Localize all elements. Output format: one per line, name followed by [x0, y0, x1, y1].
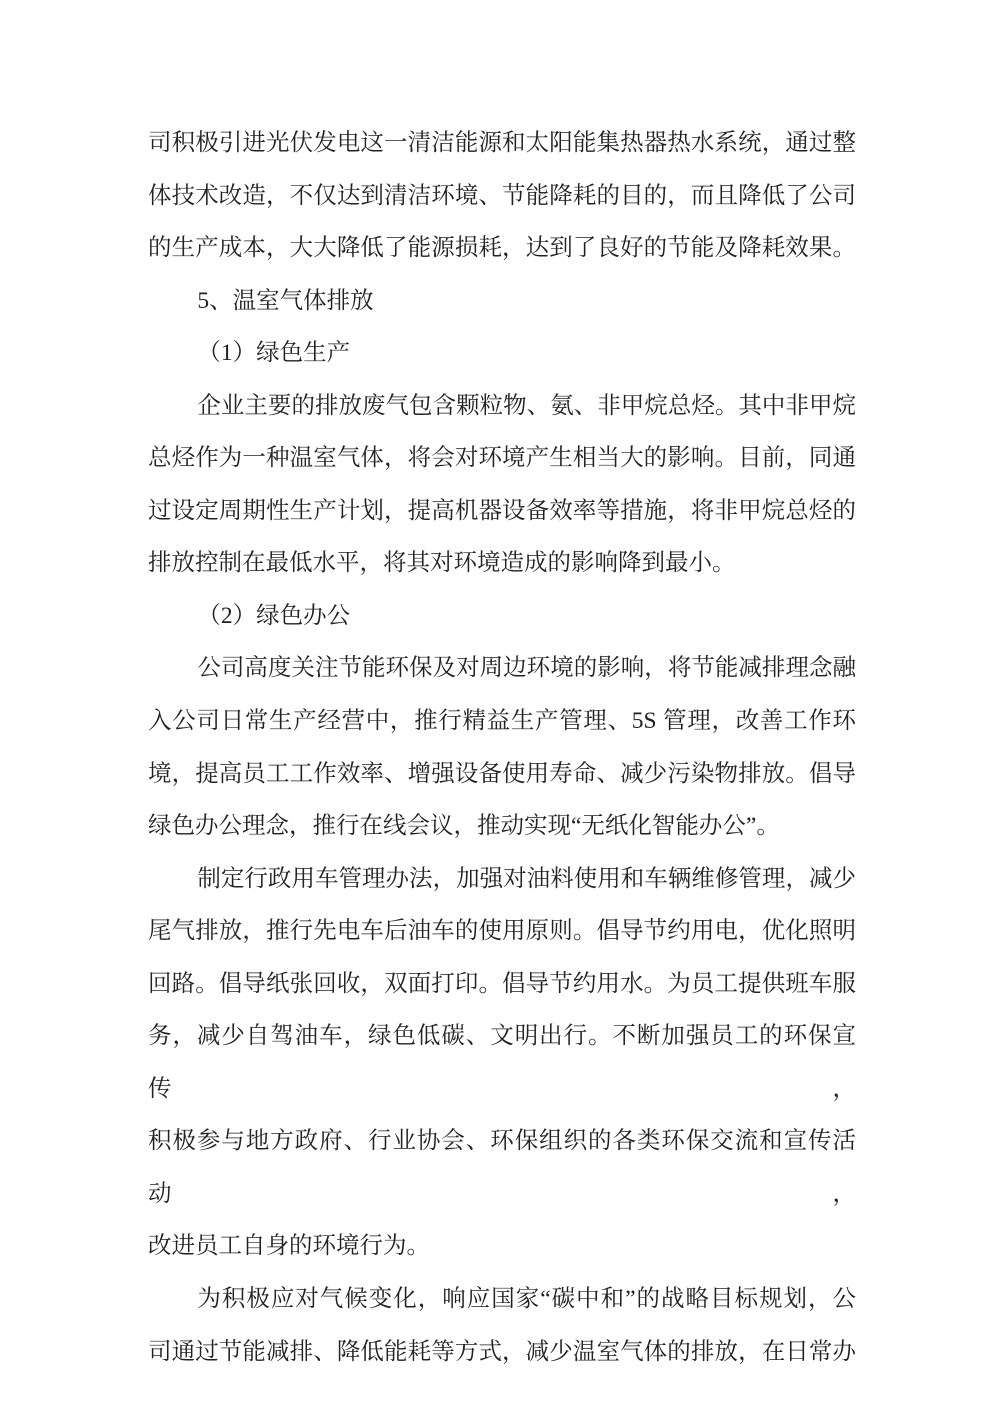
text-line: 为积极应对气候变化，响应国家“碳中和”的战略目标规划，公	[197, 1286, 856, 1313]
text-line: 公司高度关注节能环保及对周边环境的影响，将节能减排理念融	[197, 655, 856, 682]
document-text-block	[148, 117, 856, 1378]
text-line: 绿色办公理念，推行在线会议，推动实现“无纸化智能办公”。	[148, 813, 780, 840]
text-line: 务，减少自驾油车，绿色低碳、文明出行。不断加强员工的环保宣传，	[148, 1023, 856, 1102]
text-line: 过设定周期性生产计划，提高机器设备效率等措施，将非甲烷总烃的	[148, 497, 856, 524]
text-line: 司通过节能减排、降低能耗等方式，减少温室气体的排放，在日常办	[148, 1338, 856, 1365]
text-line: 总烃作为一种温室气体，将会对环境产生相当大的影响。目前，同通	[148, 445, 856, 472]
text-line: 企业主要的排放废气包含颗粒物、氨、非甲烷总烃。其中非甲烷	[197, 392, 856, 419]
text-line: 体技术改造，不仅达到清洁环境、节能降耗的目的，而且降低了公司	[148, 182, 856, 209]
heading-line: （2）绿色办公	[197, 602, 351, 629]
text-line: 的生产成本，大大降低了能源损耗，达到了良好的节能及降耗效果。	[148, 235, 856, 262]
text-line: 司积极引进光伏发电这一清洁能源和太阳能集热器热水系统，通过整	[148, 130, 856, 156]
text-line: 尾气排放，推行先电车后油车的使用原则。倡导节约用电，优化照明	[148, 918, 856, 945]
text-line: 排放控制在最低水平，将其对环境造成的影响降到最小。	[148, 550, 736, 577]
text-line: 入公司日常生产经营中，推行精益生产管理、5S 管理，改善工作环	[148, 708, 856, 735]
heading-line: 5、温室气体排放	[197, 287, 374, 314]
heading-line: （1）绿色生产	[197, 340, 351, 367]
text-line: 改进员工自身的环境行为。	[148, 1233, 430, 1260]
text-line: 回路。倡导纸张回收，双面打印。倡导节约用水。为员工提供班车服	[148, 970, 856, 997]
text-line: 境，提高员工工作效率、增强设备使用寿命、减少污染物排放。倡导	[148, 760, 856, 787]
text-line: 积极参与地方政府、行业协会、环保组织的各类环保交流和宣传活动，	[148, 1128, 856, 1207]
text-line: 制定行政用车管理办法，加强对油料使用和车辆维修管理，减少	[197, 865, 856, 892]
